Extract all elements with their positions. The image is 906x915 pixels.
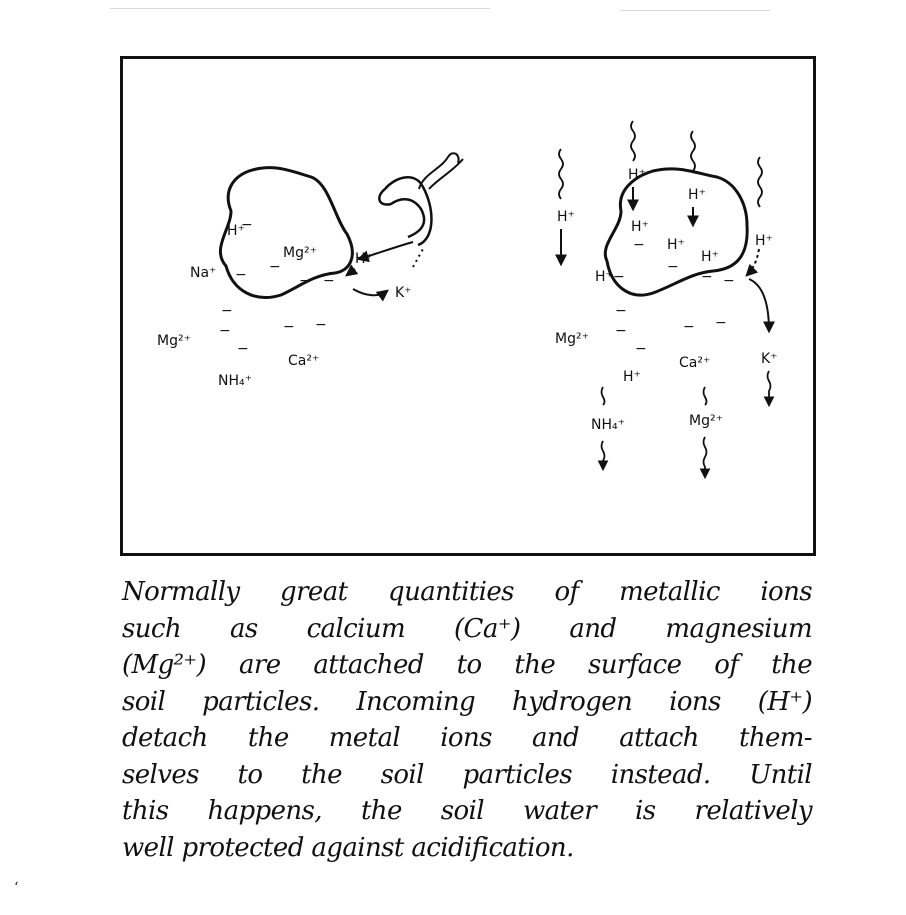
left-mg-top-label: Mg²⁺ bbox=[283, 245, 317, 261]
rain-squiggle bbox=[559, 149, 563, 199]
left-released-k-label: K⁺ bbox=[395, 285, 412, 301]
left-mg-left-label: Mg²⁺ bbox=[157, 333, 191, 349]
charge-marker: − bbox=[615, 323, 627, 339]
right-h-top-label: H⁺ bbox=[631, 219, 649, 235]
nh4-drain-arrow bbox=[602, 441, 605, 469]
charge-marker: − bbox=[683, 319, 695, 335]
rain-h-label-4: H⁺ bbox=[755, 233, 773, 249]
left-na-label: Na⁺ bbox=[190, 265, 217, 281]
figure-caption bbox=[122, 574, 812, 866]
rain-h-label-1: H⁺ bbox=[557, 209, 575, 225]
charge-marker: − bbox=[269, 259, 281, 275]
right-k-released-label: K⁺ bbox=[761, 351, 778, 367]
right-mg-left-label: Mg²⁺ bbox=[555, 331, 589, 347]
scan-artifact-line bbox=[110, 8, 490, 9]
charge-marker: − bbox=[237, 341, 249, 357]
charge-marker: − bbox=[701, 269, 713, 285]
nh4-squiggle-top bbox=[602, 387, 605, 405]
charge-marker: − bbox=[221, 303, 233, 319]
rain-squiggle bbox=[758, 157, 762, 207]
charge-marker: − bbox=[615, 303, 627, 319]
left-ca-label: Ca²⁺ bbox=[288, 353, 320, 369]
charge-marker: − bbox=[613, 269, 625, 285]
charge-marker: − bbox=[315, 317, 327, 333]
right-ca-label: Ca²⁺ bbox=[679, 355, 711, 371]
released-k-arrow bbox=[353, 289, 387, 295]
ion-exchange-diagram bbox=[123, 59, 813, 553]
root-uptake-dotted bbox=[413, 249, 423, 267]
charge-marker: − bbox=[283, 319, 295, 335]
rain-arrow bbox=[747, 249, 759, 275]
right-h-top3-label: H⁺ bbox=[701, 249, 719, 265]
k-release-arrow bbox=[749, 279, 769, 331]
charge-marker: − bbox=[241, 217, 253, 233]
charge-marker: − bbox=[715, 315, 727, 331]
caption-line-6: selves to the soil particles instead. Until bbox=[122, 759, 812, 790]
right-mg-released-label: Mg²⁺ bbox=[689, 413, 723, 429]
k-drain-squiggle bbox=[768, 371, 771, 405]
h-attach-arrow bbox=[347, 269, 355, 275]
charge-marker: − bbox=[235, 267, 247, 283]
charge-marker: − bbox=[633, 237, 645, 253]
root-hair bbox=[379, 177, 431, 245]
scan-artifact-line bbox=[620, 10, 770, 11]
left-nh4-label: NH₄⁺ bbox=[218, 373, 253, 389]
caption-line-4: soil particles. Incoming hydrogen ions (H⁺) bbox=[122, 686, 812, 717]
caption-line-1: Normally great quantities of metallic ions bbox=[122, 577, 812, 607]
charge-marker: − bbox=[219, 323, 231, 339]
rain-h-label-2: H⁺ bbox=[628, 167, 646, 183]
rain-squiggle bbox=[631, 121, 635, 161]
charge-marker: − bbox=[667, 259, 679, 275]
charge-marker: − bbox=[635, 341, 647, 357]
caption-line-8: well protected against acidification. bbox=[122, 832, 574, 863]
figure-frame bbox=[120, 56, 816, 556]
caption-line-7: this happens, the soil water is relatively bbox=[122, 796, 812, 826]
rain-h-label-3: H⁺ bbox=[688, 187, 706, 203]
root-hair-tip bbox=[419, 153, 463, 189]
caption-line-2: such as calcium (Ca⁺) and magnesium bbox=[122, 613, 812, 644]
mg-drain-arrow bbox=[704, 437, 707, 477]
right-h-top2-label: H⁺ bbox=[667, 237, 685, 253]
charge-marker: − bbox=[299, 273, 311, 289]
rain-squiggle bbox=[691, 131, 695, 171]
caption-line-5: detach the metal ions and attach them- bbox=[122, 723, 812, 753]
right-h-bottom-label: H⁺ bbox=[623, 369, 641, 385]
left-h-label: H⁺ bbox=[227, 223, 245, 239]
right-h-left-label: H⁺ bbox=[595, 269, 613, 285]
left-incoming-h-label: H⁺ bbox=[355, 251, 373, 267]
mg-squiggle-top bbox=[704, 387, 707, 405]
right-nh4-released-label: NH₄⁺ bbox=[591, 417, 626, 433]
charge-marker: − bbox=[723, 273, 735, 289]
caption-line-3: (Mg²⁺) are attached to the surface of the bbox=[122, 650, 812, 680]
scan-speck: ‘ bbox=[14, 880, 19, 896]
charge-marker: − bbox=[323, 273, 335, 289]
